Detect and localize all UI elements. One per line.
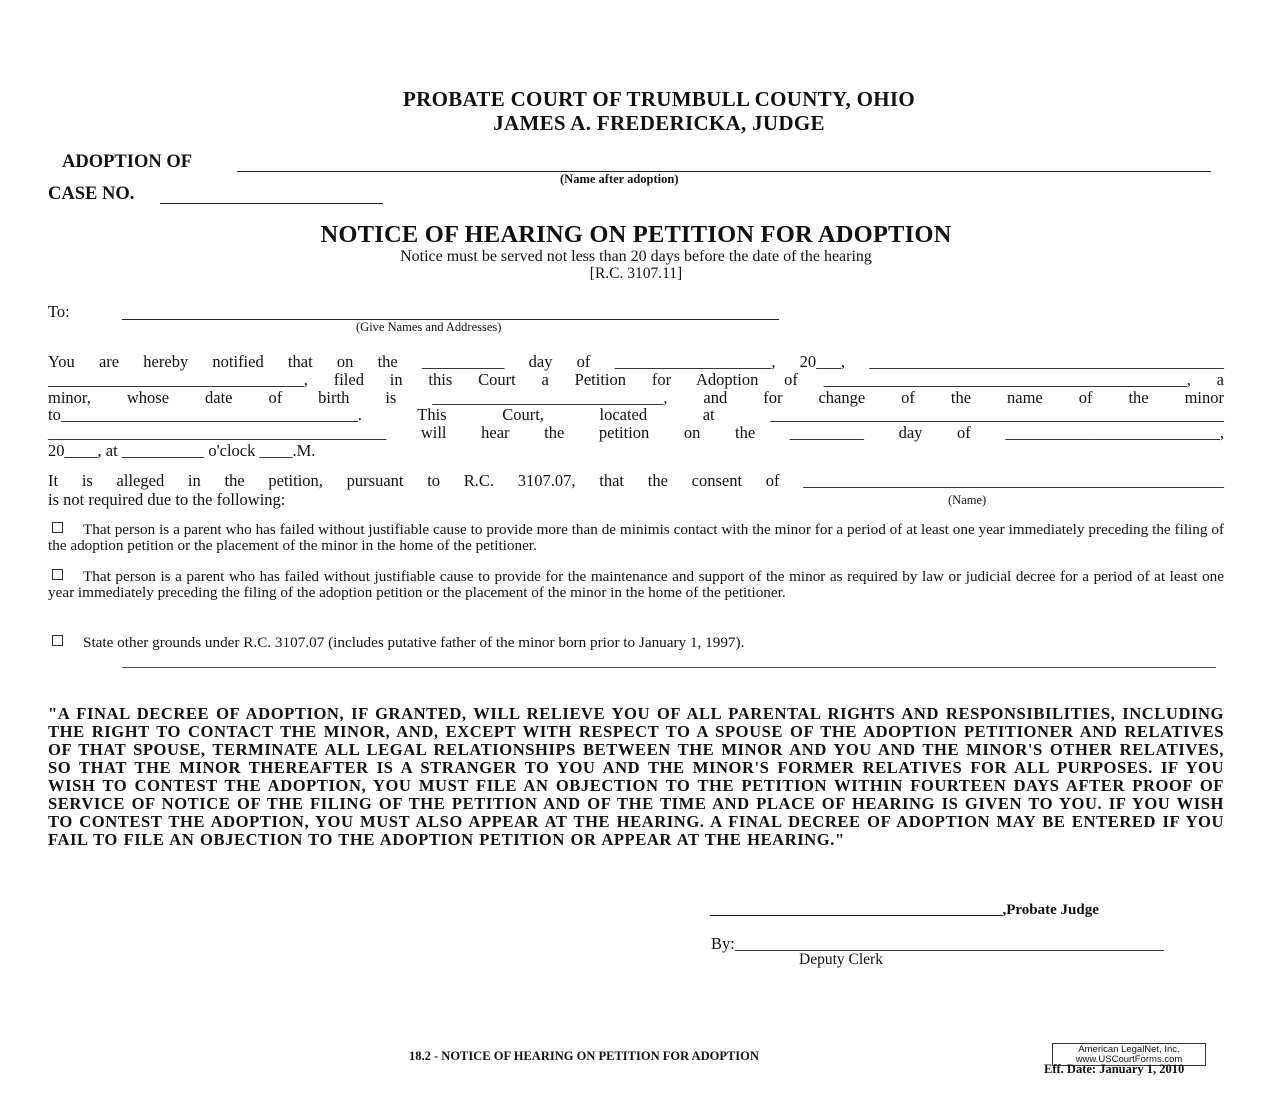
statute-reference: [R.C. 3107.11] — [589, 265, 683, 282]
option-text: That person is a parent who has failed without justifiable cause to provide more than de minimis contact with the minor for a period of at least one year immediately preceding the filing of the adoption petition or the placement of the minor in the home of the petitioner. — [48, 521, 1224, 555]
consent-line: It is alleged in the petition, pursuant to R.C. 3107.07, that the consent of ___________________________________________________ — [48, 471, 1224, 490]
option-other-grounds — [48, 635, 1224, 651]
notice-line: _________________________________________ will hear the petition on the _________ day of __________________________, — [48, 423, 1224, 442]
footer-form-title: 18.2 - NOTICE OF HEARING ON PETITION FOR ADOPTION — [409, 1049, 759, 1063]
judge-signature-line[interactable]: _______________________________________,Probate Judge — [710, 902, 1099, 918]
adoption-of-field[interactable] — [237, 171, 1211, 172]
service-note: Notice must be served not less than 20 days before the date of the hearing — [400, 248, 872, 265]
consent-line-2: is not required due to the following: — [48, 490, 286, 509]
name-after-adoption-hint: (Name after adoption) — [560, 172, 679, 186]
consent-name-hint: (Name) — [948, 493, 987, 507]
legal-warning: "A FINAL DECREE OF ADOPTION, IF GRANTED, WILL RELIEVE YOU OF ALL PARENTAL RIGHTS AND RESPONSIBILITIES, INCLUDING THE RIGHT TO CONTACT THE MINOR, AND, EXCEPT WITH RESPECT TO A SPOUSE OF THE ADOPTION PETITIONER AND RELATIVES OF THAT SPOUSE, TERMINATE ALL LEGAL RELATIONSHIPS BETWEEN THE MINOR AND YOU AND THE MINOR'S OTHER RELATIVES, SO THAT THE MINOR THEREAFTER IS A STRANGER TO YOU AND THE MINOR'S FORMER RELATIVES FOR ALL PURPOSES. IF YOU WISH TO CONTEST THE ADOPTION, YOU MUST FILE AN OBJECTION TO THE PETITION WITHIN FOURTEEN DAYS AFTER PROOF OF SERVICE OF NOTICE OF THE FILING OF THE PETITION AND OF THE TIME AND PLACE OF HEARING IS GIVEN TO YOU. IF YOU WISH TO CONTEST THE ADOPTION, YOU MUST ALSO APPEAR AT THE HEARING. A FINAL DECREE OF ADOPTION MAY BE ENTERED IF YOU FAIL TO FILE AN OBJECTION TO THE ADOPTION PETITION OR APPEAR AT THE HEARING." — [48, 704, 1224, 849]
court-name: PROBATE COURT OF TRUMBULL COUNTY, OHIO — [402, 87, 916, 111]
checkbox-other-grounds[interactable] — [52, 635, 63, 646]
option-no-contact — [48, 522, 1224, 555]
notice-line: minor, whose date of birth is ____________________________, and for change of the name of the minor — [48, 388, 1224, 407]
judge-name: JAMES A. FREDERICKA, JUDGE — [493, 111, 825, 135]
stamp-line: American LegalNet, Inc. — [1078, 1044, 1180, 1055]
notice-line: 20____, at __________ o'clock ____.M. — [48, 441, 316, 460]
case-no-label: CASE NO. — [48, 184, 135, 204]
option-no-support — [48, 569, 1224, 602]
deputy-signature-line[interactable]: By:____________________________________________________ — [711, 934, 1164, 953]
case-no-field[interactable] — [160, 203, 383, 204]
option-text: State other grounds under R.C. 3107.07 (includes putative father of the minor born prior to January 1, 1997). — [83, 634, 745, 651]
checkbox-no-support[interactable] — [52, 569, 63, 580]
notice-line: _______________________________, filed in this Court a Petition for Adoption of ____________________________________________, a — [48, 370, 1224, 389]
option-text: That person is a parent who has failed without justifiable cause to provide for the maintenance and support of the minor as required by law or judicial decree for a period of at least one year immediately preceding the filing of the adoption petition or the placement of the minor in the home of the petitioner. — [48, 568, 1224, 602]
effective-date: Eff. Date: January 1, 2010 — [1044, 1062, 1185, 1076]
stamp-line: www.USCourtForms.com — [1075, 1054, 1183, 1065]
notice-line: You are hereby notified that on the __________ day of ___________________, 20___, ___________________________________________ — [48, 352, 1224, 371]
other-grounds-field[interactable] — [122, 667, 1216, 668]
deputy-clerk-label: Deputy Clerk — [799, 951, 883, 968]
notice-line: to____________________________________. This Court, located at _______________________________________________________ — [48, 405, 1224, 424]
to-label: To: — [48, 302, 70, 321]
adoption-of-label: ADOPTION OF — [62, 152, 193, 172]
page-title: NOTICE OF HEARING ON PETITION FOR ADOPTION — [320, 221, 952, 248]
to-hint: (Give Names and Addresses) — [356, 320, 502, 334]
checkbox-no-contact[interactable] — [52, 522, 63, 533]
